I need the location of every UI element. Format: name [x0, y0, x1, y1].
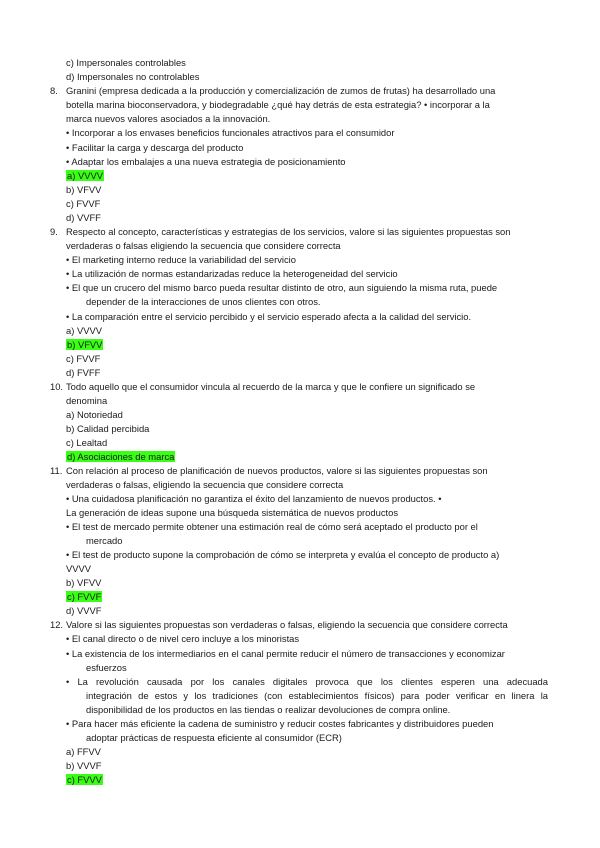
question-stem: verdaderas o falsas eligiendo la secuencia que considere correcta — [66, 240, 341, 251]
answer-option: c) FVVF — [66, 353, 101, 364]
answer-option: b) VFVV — [66, 184, 102, 195]
bullet-item: • El marketing interno reduce la variabilidad del servicio — [66, 254, 296, 265]
question-number: 10. — [50, 381, 64, 392]
bullet-item: • La utilización de normas estandarizadas reduce la heterogeneidad del servicio — [66, 268, 398, 279]
answer-option: c) FVVF — [66, 198, 101, 209]
bullet-item-continuation: integración de estos y los tradiciones (con establecimientos físicos) para poder verificar en linera la — [86, 690, 548, 701]
bullet-item: • El que un crucero del mismo barco pueda resultar distinto de otro, aun siguiendo la misma ruta, puede — [66, 282, 498, 293]
answer-option-correct: b) VFVV — [67, 339, 103, 350]
bullet-item-continuation: adoptar prácticas de respuesta eficiente al consumidor (ECR) — [86, 732, 342, 743]
bullet-item-continuation: La generación de ideas supone una búsqueda sistemática de nuevos productos — [66, 507, 399, 518]
answer-option: a) FFVV — [66, 746, 101, 757]
answer-option: d) VVFF — [66, 212, 101, 223]
question-stem: Granini (empresa dedicada a la producción y comercialización de zumos de frutas) ha desarrollado una — [66, 85, 496, 96]
bullet-item: • La comparación entre el servicio percibido y el servicio esperado afecta a la calidad del servicio. — [66, 311, 472, 322]
answer-option-correct: c) FVVF — [67, 591, 102, 602]
question-stem: marca nuevos valores asociados a la innovación. — [66, 113, 271, 124]
bullet-item-continuation: disponibilidad de los productos en las tiendas o realizar devoluciones de compra online. — [86, 704, 451, 715]
option-d: d) Impersonales no controlables — [66, 71, 200, 82]
answer-option: b) VFVV — [66, 577, 102, 588]
question-number: 8. — [50, 85, 58, 96]
question-stem: verdaderas o falsas, eligiendo la secuencia que considere correcta — [66, 479, 344, 490]
option-c: c) Impersonales controlables — [66, 57, 186, 68]
bullet-item: • Adaptar los embalajes a una nueva estrategia de posicionamiento — [66, 156, 346, 167]
bullet-item: • La existencia de los intermediarios en el canal permite reducir el número de transacciones y economizar — [66, 648, 505, 659]
answer-option: d) VVVF — [66, 605, 102, 616]
bullet-item: • Para hacer más eficiente la cadena de suministro y reducir costes fabricantes y distribuidores pueden — [66, 718, 494, 729]
question-stem: Con relación al proceso de planificación de nuevos productos, valore si las siguientes propuestas son — [66, 465, 488, 476]
bullet-item: • El test de mercado permite obtener una estimación real de cómo será aceptado el producto por el — [66, 521, 478, 532]
bullet-item: • Incorporar a los envases beneficios funcionales atractivos para el consumidor — [66, 127, 395, 138]
question-stem: botella marina bioconservadora, y biodegradable ¿qué hay detrás de esta estrategia? • incorporar a la — [66, 99, 490, 110]
question-stem: denomina — [66, 395, 108, 406]
question-number: 12. — [50, 619, 64, 630]
bullet-item-continuation: mercado — [86, 535, 123, 546]
answer-option: b) Calidad percibida — [66, 423, 150, 434]
answer-option-correct: c) FVVV — [67, 774, 102, 785]
question-number: 11. — [50, 465, 63, 476]
question-number: 9. — [50, 226, 58, 237]
bullet-item-continuation: esfuerzos — [86, 662, 127, 673]
bullet-item: • Una cuidadosa planificación no garantiza el éxito del lanzamiento de nuevos productos. • — [66, 493, 442, 504]
answer-option: d) FVFF — [66, 367, 101, 378]
answer-option: b) VVVF — [66, 760, 102, 771]
bullet-item: • Facilitar la carga y descarga del producto — [66, 142, 244, 153]
question-stem: Valore si las siguientes propuestas son verdaderas o falsas, eligiendo la secuencia que considere correcta — [66, 619, 508, 630]
answer-option-correct: d) Asociaciones de marca — [67, 451, 175, 462]
answer-option: a) VVVV — [66, 325, 102, 336]
bullet-item: • El canal directo o de nivel cero incluye a los minoristas — [66, 633, 300, 644]
bullet-item-continuation: depender de la interacciones de unos clientes con otros. — [86, 296, 321, 307]
answer-option: VVVV — [66, 563, 92, 574]
answer-option: a) Notoriedad — [66, 409, 123, 420]
answer-option: c) Lealtad — [66, 437, 108, 448]
bullet-item: • El test de producto supone la comprobación de cómo se interpreta y evalúa el concepto de producto a) — [66, 549, 500, 560]
answer-option-correct: a) VVVV — [67, 170, 103, 181]
question-stem: Respecto al concepto, características y estrategias de los servicios, valore si las siguientes propuestas son — [66, 226, 511, 237]
question-stem: Todo aquello que el consumidor vincula al recuerdo de la marca y que le confiere un significado se — [66, 381, 476, 392]
bullet-item: • La revolución causada por los canales digitales provoca que los clientes esperen una adecuada — [66, 676, 548, 687]
